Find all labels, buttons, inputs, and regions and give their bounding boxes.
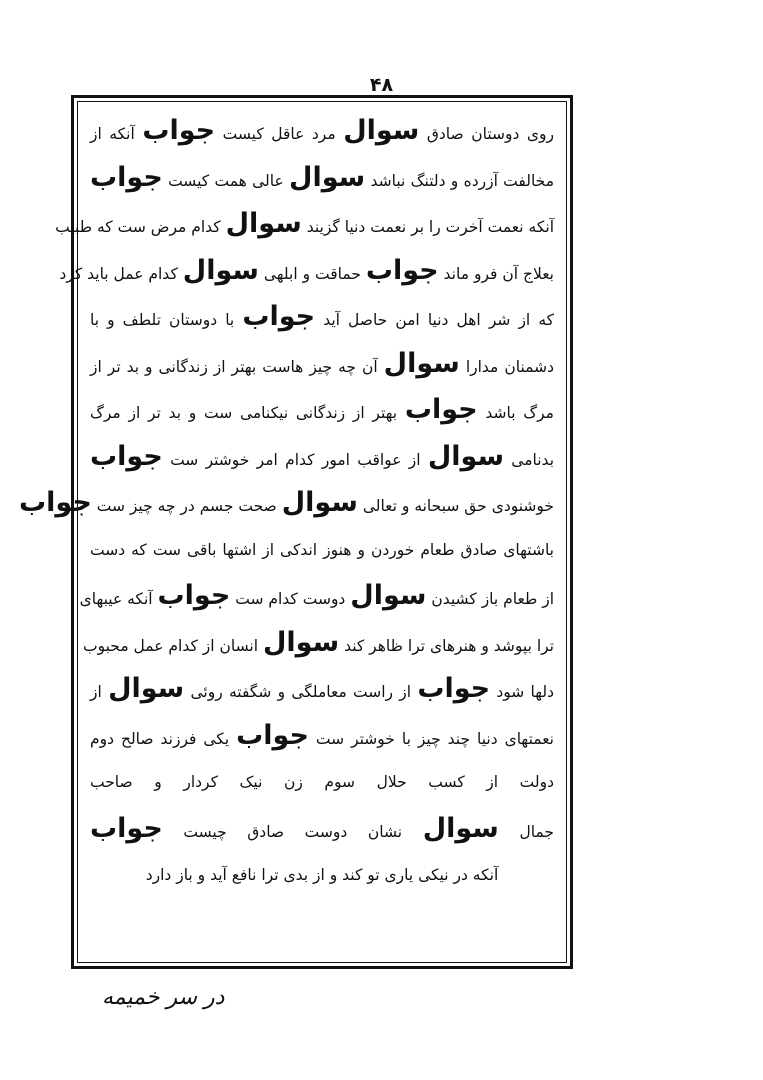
keyword: سوال [427, 440, 504, 472]
text-line [90, 759, 554, 806]
line-text: مخالفت آزرده و دلتنگ نباشد [365, 171, 554, 190]
text-line [83, 620, 554, 667]
line-text: جمال [498, 822, 554, 841]
line-text: انسان از کدام عمل محبوب [83, 636, 263, 655]
keyword: سوال [343, 115, 420, 146]
keyword: جواب [90, 161, 163, 193]
line-text: نشان دوست صادق چیست [162, 822, 423, 841]
text-block [19, 108, 555, 954]
line-text: از طعام باز کشیدن [426, 590, 554, 608]
text-line [90, 108, 554, 155]
text-line [90, 527, 554, 574]
keyword: سوال [281, 487, 358, 518]
keyword: جواب [142, 115, 216, 146]
line-text: کدام عمل باید کرد [59, 264, 183, 283]
line-text: عالی همت کیست [162, 171, 290, 190]
line-text: بهتر از زندگانی نیکنامی ست و بد تر از مرگ [90, 404, 405, 422]
line-text: آنکه در نیکی یاری تو کند و از بدی ترا نافع آید و باز دارد [145, 866, 499, 884]
line-text: مرگ باشد [477, 404, 554, 422]
text-line [55, 201, 554, 248]
line-text: دولت از کسب حلال سوم زن نیک کردار و صاحب [90, 773, 554, 791]
line-text: یکی فرزند صالح دوم [90, 729, 237, 748]
catchword: در سر خمیمه [102, 985, 225, 1010]
line-text: ترا بپوشد و هنرهای ترا ظاهر کند [339, 636, 554, 655]
line-text: آنکه نعمت آخرت را بر نعمت دنیا گزیند [301, 218, 554, 236]
keyword: سوال [383, 347, 460, 379]
keyword: سوال [225, 208, 302, 239]
keyword: سوال [350, 580, 427, 611]
text-line [90, 806, 554, 853]
line-text: باشتهای صادق طعام خوردن و هنوز اندکی از اشتها باقی ست که دست [90, 540, 554, 559]
text-line [19, 480, 554, 527]
keyword: جواب [90, 440, 163, 472]
text-line [90, 852, 554, 899]
text-line [59, 248, 554, 295]
line-text: کدام مرض ست که طبیب [55, 218, 226, 236]
keyword: جواب [365, 254, 439, 286]
line-text: روی دوستان صادق [419, 125, 554, 143]
line-text: آن چه چیز هاست بهتر از زندگانی و بد تر از [90, 357, 384, 376]
keyword: سوال [262, 626, 340, 658]
text-line [90, 713, 554, 760]
keyword: سوال [422, 812, 499, 844]
line-text: دشمنان مدارا [459, 357, 554, 376]
text-line [90, 666, 554, 713]
keyword: سوال [108, 673, 185, 704]
text-line [79, 573, 554, 620]
text-line [90, 434, 554, 481]
page-number: ۴۸ [369, 74, 394, 96]
keyword: جواب [236, 719, 309, 751]
keyword: سوال [289, 161, 366, 193]
text-line [90, 155, 554, 202]
line-text: آنکه عیبهای [79, 590, 158, 608]
keyword: جواب [242, 301, 316, 332]
line-text: دوست کدام ست [230, 590, 351, 608]
line-text: بدنامی [504, 450, 555, 469]
keyword: جواب [19, 487, 92, 518]
keyword: جواب [157, 580, 231, 611]
line-text: آنکه از [90, 125, 143, 143]
text-line [90, 294, 554, 341]
keyword: جواب [404, 394, 478, 425]
line-text: دلها شود [490, 683, 554, 701]
line-text: با دوستان تلطف و با [90, 311, 243, 329]
line-text: از [90, 683, 109, 701]
keyword: جواب [417, 673, 491, 704]
line-text: مرد عاقل کیست [215, 125, 344, 143]
keyword: سوال [182, 254, 259, 286]
text-line [90, 387, 554, 434]
line-text: نعمتهای دنیا چند چیز با خوشتر ست [308, 729, 554, 748]
line-text: از عواقب امور کدام امر خوشتر ست [162, 450, 428, 469]
line-text: صحت جسم در چه چیز ست [91, 497, 282, 515]
text-line [90, 341, 554, 388]
line-text: بعلاج آن فرو ماند [438, 264, 554, 283]
line-text: خوشنودی حق سبحانه و تعالی [357, 497, 554, 515]
line-text: که از شر اهل دنیا امن حاصل آید [315, 311, 555, 329]
line-text: از راست معاملگی و شگفته روئی [184, 683, 418, 701]
keyword: جواب [90, 812, 163, 844]
line-text: حماقت و ابلهی [258, 264, 366, 283]
